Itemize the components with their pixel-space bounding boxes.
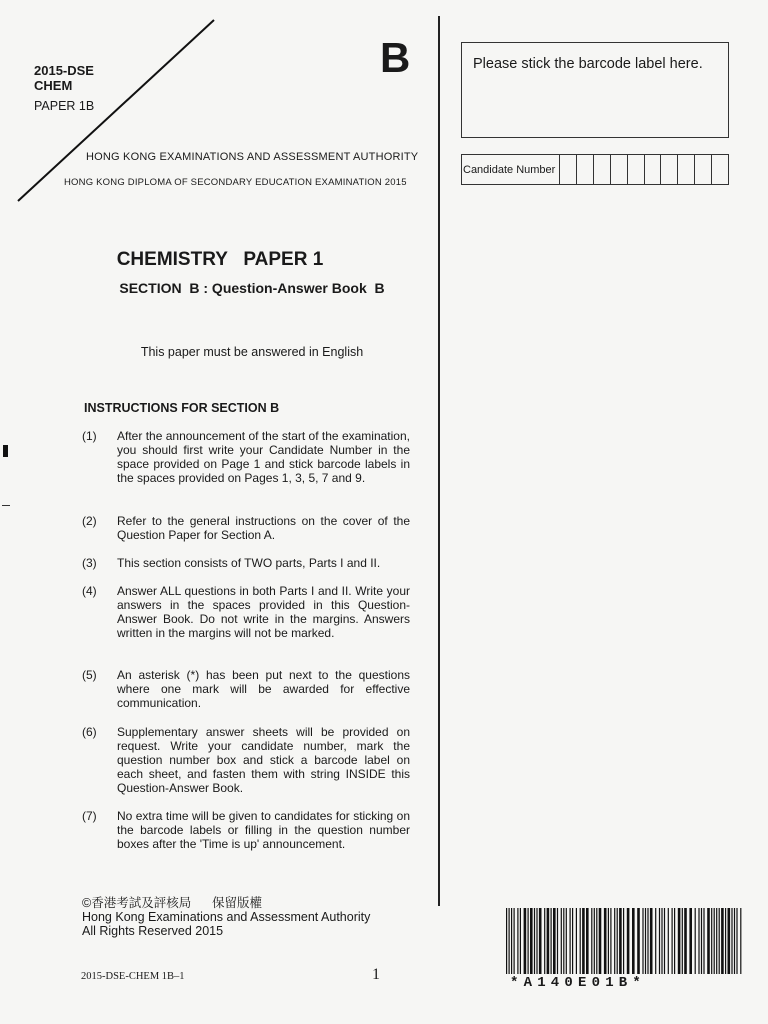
barcode-bar (506, 908, 507, 974)
barcode-bar (608, 908, 609, 974)
instruction-number: (7) (82, 809, 97, 823)
barcode-bar (536, 908, 537, 974)
barcode-bar (566, 908, 567, 974)
margin-mark (3, 445, 8, 457)
exam-code: 2015-DSE (34, 63, 94, 78)
candidate-digit-cell[interactable] (611, 155, 628, 184)
barcode-bar (623, 908, 624, 974)
barcode-bar (682, 908, 683, 974)
instruction-text: No extra time will be given to candidates for sticking on the barcode labels or filling in the question number boxes after the 'Time is up' announcement. (117, 809, 410, 851)
copyright-rights: All Rights Reserved 2015 (82, 924, 224, 938)
instruction-text: Refer to the general instructions on the cover of the Question Paper for Section A. (117, 514, 410, 542)
barcode-bar (596, 908, 597, 974)
barcode-bar (561, 908, 562, 974)
barcode-bar (725, 908, 726, 974)
candidate-digit-cell[interactable] (577, 155, 594, 184)
margin-mark (2, 505, 10, 506)
barcode-bar (617, 908, 618, 974)
barcode-bar (534, 908, 535, 974)
instruction-text: Answer ALL questions in both Parts I and II. Write your answers in the spaces provided in this Question-Answer Book. Do not write in the margins. Answers written in the margins will not be marked. (117, 584, 410, 640)
candidate-digit-cell[interactable] (695, 155, 712, 184)
barcode-bar (572, 908, 573, 974)
barcode-bar (604, 908, 607, 974)
paper-code: PAPER 1B (34, 99, 95, 113)
instruction-text: An asterisk (*) has been put next to the questions where one mark will be awarded for effective communication. (117, 668, 410, 710)
barcode-bar (674, 908, 675, 974)
vertical-divider (438, 16, 440, 906)
barcode-bar (716, 908, 717, 974)
barcode-label-instruction: Please stick the barcode label here. (473, 56, 703, 72)
barcode-bar (553, 908, 556, 974)
subject-code: CHEM (34, 78, 73, 93)
barcode-bar (645, 908, 646, 974)
candidate-digit-cell[interactable] (678, 155, 695, 184)
barcode-bar (734, 908, 735, 974)
barcode-bar (678, 908, 681, 974)
barcode-bar (689, 908, 692, 974)
barcode-bar (582, 908, 585, 974)
barcode-bar (586, 908, 589, 974)
page-number: 1 (372, 966, 380, 983)
barcode-bar (642, 908, 643, 974)
barcode-bar (610, 908, 611, 974)
barcode-bar (530, 908, 533, 974)
barcode-bar (719, 908, 720, 974)
barcode-bar (740, 908, 741, 974)
barcode-bar (684, 908, 687, 974)
language-note: This paper must be answered in English (140, 345, 364, 359)
diploma-title: HONG KONG DIPLOMA OF SECONDARY EDUCATION EXAMINATION 2015 (64, 177, 407, 188)
barcode-bar (517, 908, 518, 974)
instruction-text: This section consists of TWO parts, Parts I and II. (117, 556, 381, 570)
section-subtitle: SECTION B : Question-Answer Book B (119, 280, 385, 296)
footer-code: 2015-DSE-CHEM 1B–1 (81, 971, 185, 982)
barcode-bar (647, 908, 648, 974)
barcode-bar (695, 908, 696, 974)
barcode-bar (731, 908, 732, 974)
barcode-bar (701, 908, 702, 974)
instruction-number: (1) (82, 429, 97, 443)
barcode-bar (544, 908, 545, 974)
barcode-bar (703, 908, 704, 974)
authority-name: HONG KONG EXAMINATIONS AND ASSESSMENT AUTHORITY (86, 151, 419, 163)
barcode-bar (528, 908, 529, 974)
barcode-bar (619, 908, 622, 974)
barcode-bar (698, 908, 699, 974)
barcode-bar (650, 908, 653, 974)
instructions-heading: INSTRUCTIONS FOR SECTION B (84, 401, 280, 415)
paper-title: CHEMISTRY PAPER 1 (116, 249, 324, 270)
barcode-bar (728, 908, 731, 974)
barcode-text: *A140E01B* (510, 975, 647, 991)
barcode-bar (539, 908, 542, 974)
barcode-bar (551, 908, 552, 974)
barcode-bar (627, 908, 630, 974)
instruction-number: (5) (82, 668, 97, 682)
candidate-digit-cell[interactable] (712, 155, 728, 184)
barcode-bar (707, 908, 710, 974)
copyright-chinese: ©香港考試及評核局 保留版權 (82, 896, 263, 910)
barcode-bar (736, 908, 737, 974)
barcode-bar (594, 908, 595, 974)
barcode-bar (711, 908, 712, 974)
copyright-authority: Hong Kong Examinations and Assessment Authority (82, 910, 371, 924)
barcode-bar (661, 908, 662, 974)
barcode-bar (668, 908, 669, 974)
barcode-bar (599, 908, 602, 974)
barcode-bar (511, 908, 512, 974)
barcode-bar (509, 908, 510, 974)
barcode-bar (614, 908, 615, 974)
barcode-image (506, 908, 746, 978)
barcode-bar (659, 908, 660, 974)
instruction-number: (2) (82, 514, 97, 528)
barcode-bar (547, 908, 550, 974)
barcode-bar (576, 908, 577, 974)
book-letter: B (380, 34, 411, 81)
barcode-bar (664, 908, 665, 974)
candidate-digit-cell[interactable] (661, 155, 678, 184)
candidate-number-box[interactable] (461, 154, 729, 185)
candidate-digit-cell[interactable] (645, 155, 662, 184)
barcode-bar (672, 908, 673, 974)
candidate-number-label: Candidate Number (462, 155, 560, 184)
barcode-bar (591, 908, 592, 974)
instruction-number: (4) (82, 584, 97, 598)
barcode-bar (570, 908, 571, 974)
candidate-digit-cell[interactable] (560, 155, 577, 184)
barcode-bar (557, 908, 558, 974)
barcode-bar (514, 908, 515, 974)
instruction-number: (6) (82, 725, 97, 739)
instruction-text: Supplementary answer sheets will be provided on request. Write your candidate number, mark the question number box and stick a barcode label on each sheet, and fasten them with string INSIDE this Question-Answer Book. (117, 725, 410, 795)
barcode-bar (632, 908, 635, 974)
exam-code-block (34, 63, 94, 114)
instruction-text: After the announcement of the start of the examination, you should first write your Candidate Number in the space provided on Page 1 and stick barcode labels in the spaces provided on Pages 1, 3, 5, 7 and 9. (117, 429, 410, 485)
barcode-bar (520, 908, 521, 974)
candidate-digit-cell[interactable] (594, 155, 611, 184)
barcode-bar (655, 908, 656, 974)
barcode-bar (563, 908, 564, 974)
barcode-bar (524, 908, 527, 974)
barcode-bar (714, 908, 715, 974)
barcode-bar (580, 908, 581, 974)
barcode-bar (637, 908, 640, 974)
barcode-bar (721, 908, 724, 974)
instruction-number: (3) (82, 556, 97, 570)
barcode-label-box (461, 42, 729, 138)
candidate-digit-cell[interactable] (628, 155, 645, 184)
